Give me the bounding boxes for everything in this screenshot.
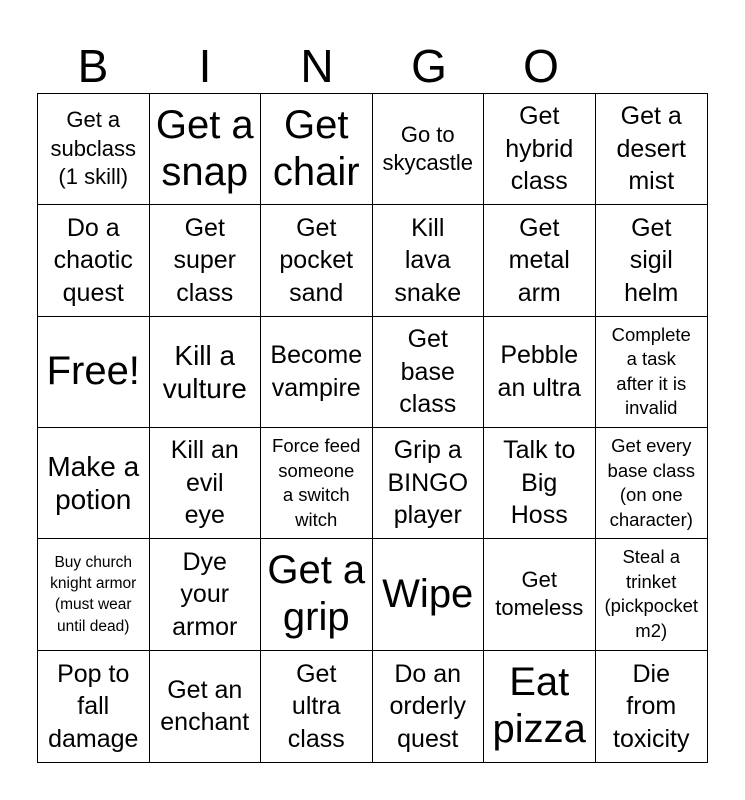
- bingo-cell[interactable]: Steal a trinket (pickpocket m2): [596, 539, 708, 650]
- bingo-cell[interactable]: Wipe: [373, 539, 485, 650]
- bingo-cell[interactable]: Get chair: [261, 94, 373, 205]
- bingo-cell[interactable]: Get a subclass (1 skill): [38, 94, 150, 205]
- bingo-cell[interactable]: Get a snap: [150, 94, 262, 205]
- bingo-cell[interactable]: Kill lava snake: [373, 205, 485, 316]
- bingo-cell[interactable]: Do an orderly quest: [373, 651, 485, 762]
- bingo-cell[interactable]: Do a chaotic quest: [38, 205, 150, 316]
- header-letter-n: N: [300, 40, 334, 92]
- bingo-cell[interactable]: Get an enchant: [150, 651, 262, 762]
- bingo-cell[interactable]: Grip a BINGO player: [373, 428, 485, 539]
- bingo-cell[interactable]: Make a potion: [38, 428, 150, 539]
- bingo-cell[interactable]: Get tomeless: [484, 539, 596, 650]
- bingo-cell[interactable]: Get pocket sand: [261, 205, 373, 316]
- bingo-cell[interactable]: Talk to Big Hoss: [484, 428, 596, 539]
- bingo-cell[interactable]: Become vampire: [261, 317, 373, 428]
- bingo-cell[interactable]: Go to skycastle: [373, 94, 485, 205]
- header-letter-b: B: [77, 40, 109, 92]
- bingo-cell[interactable]: Dye your armor: [150, 539, 262, 650]
- bingo-cell[interactable]: Die from toxicity: [613, 659, 690, 753]
- bingo-cell[interactable]: Free!: [38, 317, 150, 428]
- bingo-cell[interactable]: Complete a task after it is invalid: [596, 317, 708, 428]
- bingo-cell[interactable]: Get a grip: [261, 539, 373, 650]
- bingo-cell[interactable]: Pebble an ultra: [484, 317, 596, 428]
- bingo-cell[interactable]: Get hybrid class: [484, 94, 596, 205]
- bingo-cell[interactable]: Eat pizza: [484, 651, 596, 762]
- bingo-cell[interactable]: Get base class: [373, 317, 485, 428]
- bingo-cell[interactable]: Get every base class (on one character): [596, 428, 708, 539]
- header-letter-o: O: [523, 40, 559, 92]
- bingo-cell[interactable]: Get a desert mist: [596, 94, 708, 205]
- header-letter-g: G: [411, 40, 447, 92]
- bingo-cell[interactable]: Get ultra class: [261, 651, 373, 762]
- header-letter-i: I: [198, 40, 212, 92]
- bingo-cell[interactable]: Force feed someone a switch witch: [261, 428, 373, 539]
- bingo-cell[interactable]: Get super class: [150, 205, 262, 316]
- bingo-cell[interactable]: Kill an evil eye: [150, 428, 262, 539]
- bingo-cell[interactable]: Get sigil helm: [596, 205, 708, 316]
- bingo-cell[interactable]: Pop to fall damage: [38, 651, 150, 762]
- bingo-cell[interactable]: Buy church knight armor (must wear until dead): [38, 539, 150, 650]
- bingo-cell[interactable]: Kill a vulture: [150, 317, 262, 428]
- bingo-grid: [37, 93, 708, 763]
- bingo-cell[interactable]: Get metal arm: [484, 205, 596, 316]
- bingo-header: [37, 36, 709, 92]
